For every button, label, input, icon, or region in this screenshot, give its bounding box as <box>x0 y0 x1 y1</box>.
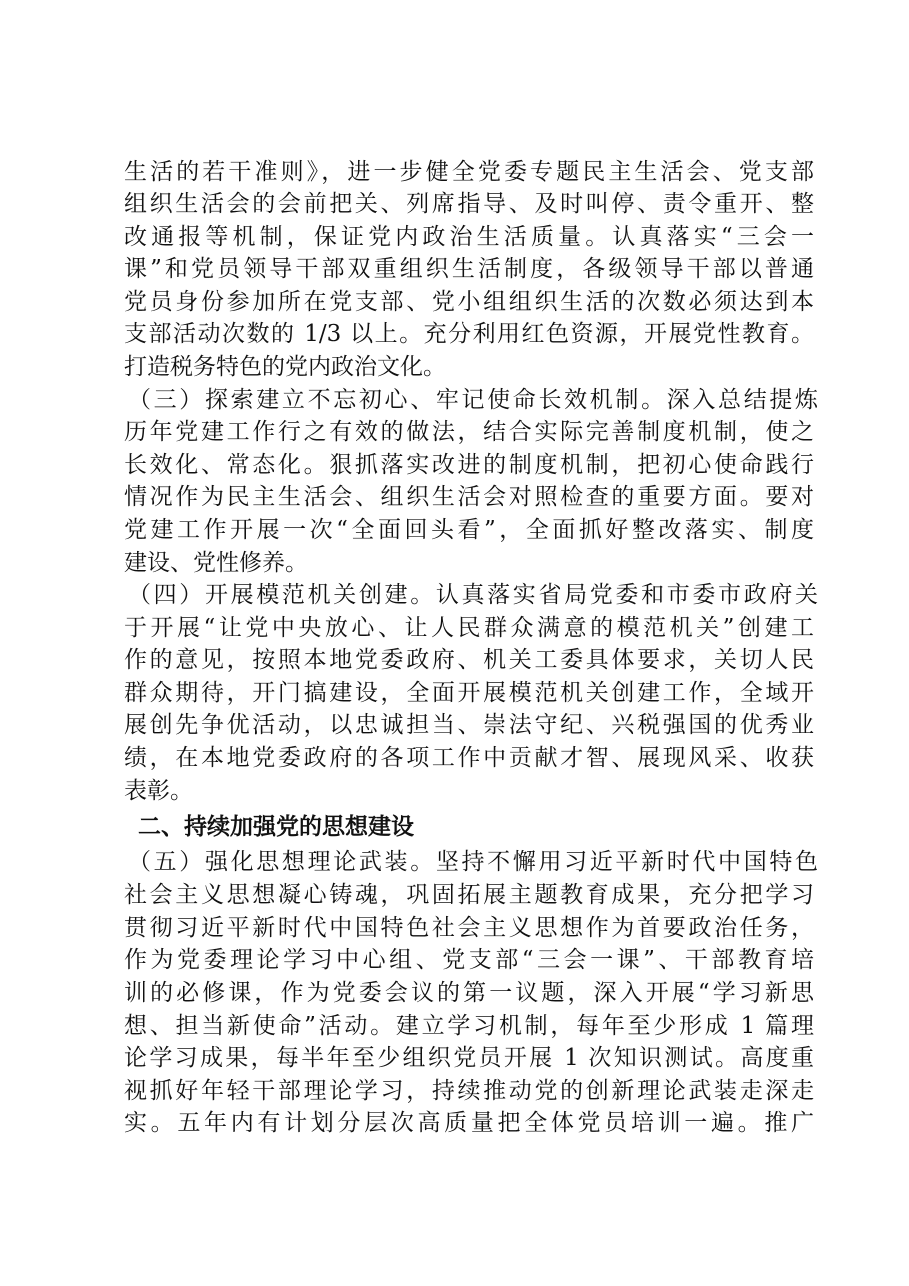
text-line: 实。五年内有计划分层次高质量把全体党员培训一遍。推广 <box>124 1110 814 1136</box>
text-line: 情况作为民主生活会、组织生活会对照检查的重要方面。要对 <box>124 484 814 510</box>
text-line: 想、担当新使命”活动。建立学习机制，每年至少形成 1 篇理 <box>124 1013 814 1039</box>
text-line: 训的必修课，作为党委会议的第一议题，深入开展“学习新思 <box>124 980 814 1006</box>
paragraph-four-heading-line: （四）开展模范机关创建。认真落实省局党委和市委市政府关 <box>128 582 818 608</box>
text-line: 历年党建工作行之有效的做法，结合实际完善制度机制，使之 <box>124 419 814 445</box>
text-line: 建设、党性修养。 <box>124 550 308 576</box>
paragraph-five-heading-line: （五）强化思想理论武装。坚持不懈用习近平新时代中国特色 <box>128 849 818 875</box>
text-line: 支部活动次数的 1/3 以上。充分利用红色资源，开展党性教育。 <box>124 321 814 347</box>
text-line: 表彰。 <box>124 778 193 804</box>
text-line: 生活的若干准则》，进一步健全党委专题民主生活会、党支部 <box>124 159 814 185</box>
text-line: 课”和党员领导干部双重组织生活制度，各级领导干部以普通 <box>124 256 814 282</box>
text-line: 作为党委理论学习中心组、党支部“三会一课”、干部教育培 <box>124 947 814 973</box>
text-line: 论学习成果，每半年至少组织党员开展 1 次知识测试。高度重 <box>124 1045 814 1071</box>
text-line: 组织生活会的会前把关、列席指导、及时叫停、责令重开、整 <box>124 191 814 217</box>
text-line: 长效化、常态化。狠抓落实改进的制度机制，把初心使命践行 <box>124 452 814 478</box>
text-line: 绩，在本地党委政府的各项工作中贡献才智、展现风采、收获 <box>124 745 814 771</box>
text-line: 党建工作开展一次“全面回头看”，全面抓好整改落实、制度 <box>124 517 814 543</box>
text-line: 群众期待，开门搞建设，全面开展模范机关创建工作，全域开 <box>124 680 814 706</box>
text-line: 于开展“让党中央放心、让人民群众满意的模范机关”创建工 <box>124 615 814 641</box>
text-line: 社会主义思想凝心铸魂，巩固拓展主题教育成果，充分把学习 <box>124 882 814 908</box>
text-line: 作的意见，按照本地党委政府、机关工委具体要求，关切人民 <box>124 647 814 673</box>
text-line: 贯彻习近平新时代中国特色社会主义思想作为首要政治任务， <box>124 915 814 941</box>
text-line: 改通报等机制，保证党内政治生活质量。认真落实“三会一 <box>124 224 814 250</box>
text-line: 打造税务特色的党内政治文化。 <box>124 354 446 380</box>
text-line: 展创先争优活动，以忠诚担当、崇法守纪、兴税强国的优秀业 <box>124 712 814 738</box>
paragraph-three-heading-line: （三）探索建立不忘初心、牢记使命长效机制。深入总结提炼 <box>128 387 818 413</box>
text-line: 党员身份参加所在党支部、党小组组织生活的次数必须达到本 <box>124 289 814 315</box>
section-heading: 二、持续加强党的思想建设 <box>138 814 414 840</box>
text-line: 视抓好年轻干部理论学习，持续推动党的创新理论武装走深走 <box>124 1078 814 1104</box>
